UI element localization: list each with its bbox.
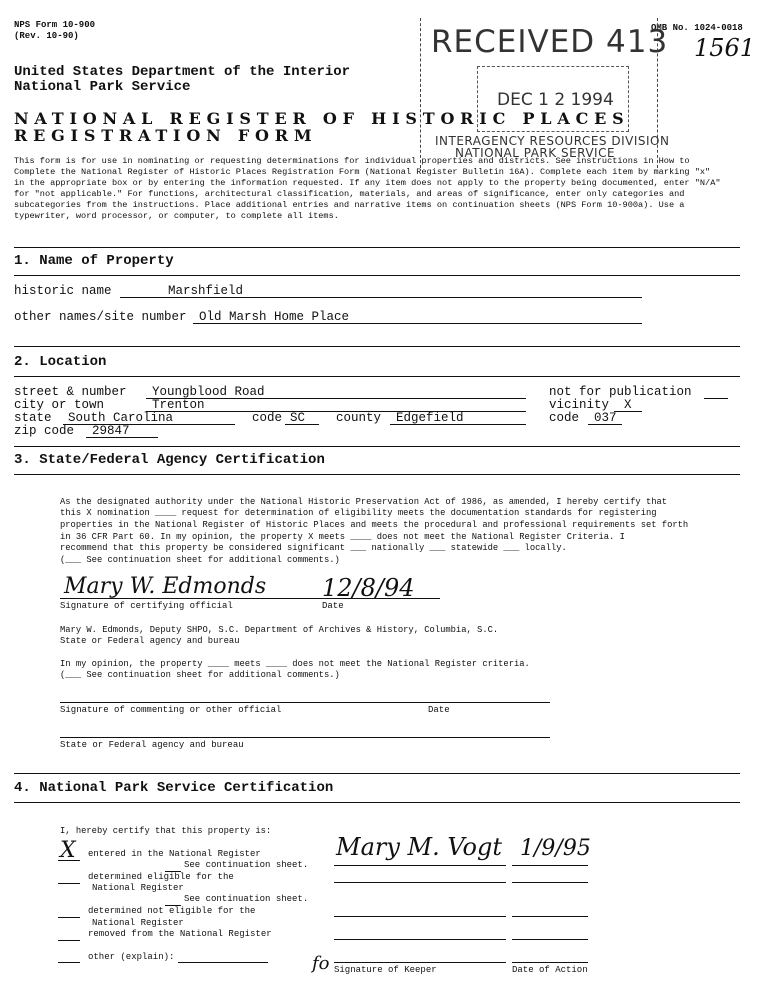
section-divider bbox=[14, 773, 740, 774]
state-code-label: code bbox=[252, 411, 283, 425]
action-date-line bbox=[512, 962, 588, 963]
form-number: NPS Form 10-900 bbox=[14, 20, 96, 30]
received-stamp-text: RECEIVED 413 bbox=[431, 24, 669, 60]
not-for-publication-field-line bbox=[704, 398, 728, 399]
other-checkbox-line bbox=[58, 962, 80, 963]
agency-line bbox=[60, 737, 550, 738]
see-continuation-label: See continuation sheet. bbox=[184, 860, 309, 870]
date-of-action-value: 1/9/95 bbox=[520, 836, 591, 861]
entered-label: entered in the National Register bbox=[88, 849, 261, 859]
entered-checkbox-line bbox=[58, 860, 80, 861]
certification-line: this X nomination ____ request for determination of eligibility meets the documentation standards for registering bbox=[60, 508, 657, 518]
determined-eligible-label-2: National Register bbox=[92, 883, 184, 893]
certification-line: recommend that this property be considered significant ___ nationally ___ statewide ___ locally. bbox=[60, 543, 567, 553]
form-revision: (Rev. 10-90) bbox=[14, 31, 79, 41]
action-date-line bbox=[512, 939, 588, 940]
not-for-publication-label: not for publication bbox=[549, 385, 692, 399]
removed-label: removed from the National Register bbox=[88, 929, 272, 939]
county-code-value[interactable]: 037 bbox=[594, 411, 617, 425]
see-continuation-label: See continuation sheet. bbox=[184, 894, 309, 904]
other-explain-field-line bbox=[178, 962, 268, 963]
state-code-field-line bbox=[285, 424, 319, 425]
keeper-signature: Mary M. Vogt bbox=[336, 833, 502, 861]
certifying-date: 12/8/94 bbox=[322, 574, 415, 602]
form-subtitle: REGISTRATION FORM bbox=[14, 126, 318, 145]
date-of-action-label: Date of Action bbox=[512, 965, 588, 975]
vicinity-label: vicinity bbox=[549, 398, 610, 412]
keeper-line bbox=[334, 939, 506, 940]
instruction-line: This form is for use in nominating or requesting determinations for individual properties and districts. See instructions in How to bbox=[14, 156, 690, 166]
section-divider bbox=[14, 275, 740, 276]
vicinity-field-line bbox=[614, 411, 642, 412]
other-explain-label: other (explain): bbox=[88, 952, 175, 962]
keeper-certify-statement: I, hereby certify that this property is: bbox=[60, 826, 272, 836]
section-divider bbox=[14, 376, 740, 377]
state-code-value[interactable]: SC bbox=[290, 411, 306, 425]
commenting-date-label: Date bbox=[428, 705, 450, 715]
county-code-field-line bbox=[588, 424, 622, 425]
certification-line: properties in the National Register of Historic Places and meets the procedural and professional requirements set forth bbox=[60, 520, 689, 530]
county-label: county bbox=[336, 411, 382, 425]
other-names-field-line bbox=[193, 323, 642, 324]
not-eligible-label: determined not eligible for the bbox=[88, 906, 256, 916]
not-eligible-label-2: National Register bbox=[92, 918, 184, 928]
keeper-line bbox=[334, 962, 506, 963]
keeper-line bbox=[334, 882, 506, 883]
section-divider bbox=[14, 247, 740, 248]
county-field-line bbox=[390, 424, 526, 425]
form-title: NATIONAL REGISTER OF HISTORIC PLACES bbox=[14, 109, 630, 128]
certification-line: in 36 CFR Part 60. In my opinion, the property X meets ____ does not meet the National Register Criteria. I bbox=[60, 532, 625, 542]
county-code-label: code bbox=[549, 411, 580, 425]
action-date-line bbox=[512, 882, 588, 883]
date-label: Date bbox=[322, 601, 344, 611]
commenting-signature-label: Signature of commenting or other official bbox=[60, 705, 282, 715]
stamp-date: DEC 1 2 1994 bbox=[497, 90, 614, 110]
other-names-value[interactable]: Old Marsh Home Place bbox=[199, 310, 350, 324]
section-divider bbox=[14, 446, 740, 447]
determined-eligible-checkbox-line bbox=[58, 883, 80, 884]
certifying-official-signature: Mary W. Edmonds bbox=[64, 574, 267, 599]
opinion-continuation: (___ See continuation sheet for additional comments.) bbox=[60, 670, 340, 680]
signature-line bbox=[60, 598, 440, 599]
received-stamp bbox=[420, 18, 670, 168]
zip-value[interactable]: 29847 bbox=[92, 424, 130, 438]
determined-eligible-label: determined eligible for the bbox=[88, 872, 234, 882]
section-divider bbox=[14, 346, 740, 347]
vicinity-value[interactable]: X bbox=[624, 398, 632, 412]
zip-label: zip code bbox=[14, 424, 75, 438]
certification-line: (___ See continuation sheet for additional comments.) bbox=[60, 555, 340, 565]
section-divider bbox=[14, 474, 740, 475]
section-1-heading: 1. Name of Property bbox=[14, 253, 174, 269]
instruction-line: subcategories from the instructions. Place additional entries and narrative items on continuation sheets (NPS Form 10-900a). Use a bbox=[14, 200, 685, 210]
opinion-line: In my opinion, the property ____ meets ____ does not meet the National Register criteria. bbox=[60, 659, 530, 669]
zip-field-line bbox=[86, 437, 158, 438]
section-3-heading: 3. State/Federal Agency Certification bbox=[14, 452, 325, 468]
keeper-line bbox=[334, 916, 506, 917]
county-value[interactable]: Edgefield bbox=[396, 411, 464, 425]
handwritten-reference-number: 1561 bbox=[694, 34, 756, 62]
historic-name-value[interactable]: Marshfield bbox=[168, 284, 244, 298]
stamp-service: NATIONAL PARK SERVICE bbox=[455, 146, 616, 160]
instruction-line: for "not applicable." For functions, architectural classification, materials, and areas of significance, enter only categories and bbox=[14, 189, 685, 199]
action-date-line bbox=[512, 916, 588, 917]
section-2-heading: 2. Location bbox=[14, 354, 107, 370]
instruction-line: in the appropriate box or by entering the information requested. If any item does not apply to the property being documented, enter "N/A" bbox=[14, 178, 721, 188]
omb-number: OMB No. 1024-0018 bbox=[651, 23, 743, 33]
entered-checkmark[interactable]: X bbox=[60, 838, 76, 863]
city-value[interactable]: Trenton bbox=[152, 398, 205, 412]
state-field-line bbox=[63, 424, 235, 425]
state-value[interactable]: South Carolina bbox=[68, 411, 174, 425]
certification-line: As the designated authority under the National Historic Preservation Act of 1986, as amended, I hereby certify that bbox=[60, 497, 668, 507]
commenting-signature-line bbox=[60, 702, 550, 703]
other-names-label: other names/site number bbox=[14, 310, 187, 324]
signature-label: Signature of certifying official bbox=[60, 601, 233, 611]
section-divider bbox=[14, 802, 740, 803]
service-name: National Park Service bbox=[14, 79, 191, 95]
certifying-official-name: Mary W. Edmonds, Deputy SHPO, S.C. Department of Archives & History, Columbia, S.C. bbox=[60, 625, 499, 635]
street-label: street & number bbox=[14, 385, 127, 399]
section-4-heading: 4. National Park Service Certification bbox=[14, 780, 334, 796]
keeper-line bbox=[334, 865, 506, 866]
keeper-initials: fo bbox=[312, 953, 330, 974]
street-value[interactable]: Youngblood Road bbox=[152, 385, 265, 399]
historic-name-label: historic name bbox=[14, 284, 112, 298]
removed-checkbox-line bbox=[58, 940, 80, 941]
keeper-signature-label: Signature of Keeper bbox=[334, 965, 437, 975]
stamp-division: INTERAGENCY RESOURCES DIVISION bbox=[435, 134, 670, 148]
agency-label-2: State or Federal agency and bureau bbox=[60, 740, 244, 750]
not-eligible-checkbox-line bbox=[58, 917, 80, 918]
instruction-line: typewriter, word processor, or computer, to complete all items. bbox=[14, 211, 339, 221]
historic-name-field-line bbox=[120, 297, 642, 298]
state-label: state bbox=[14, 411, 52, 425]
department-name: United States Department of the Interior bbox=[14, 64, 351, 80]
city-label: city or town bbox=[14, 398, 105, 412]
agency-label: State or Federal agency and bureau bbox=[60, 636, 240, 646]
action-date-line bbox=[512, 865, 588, 866]
instruction-line: Complete the National Register of Historic Places Registration Form (National Register Bulletin 16A). Complete each item by marking "x" bbox=[14, 167, 711, 177]
